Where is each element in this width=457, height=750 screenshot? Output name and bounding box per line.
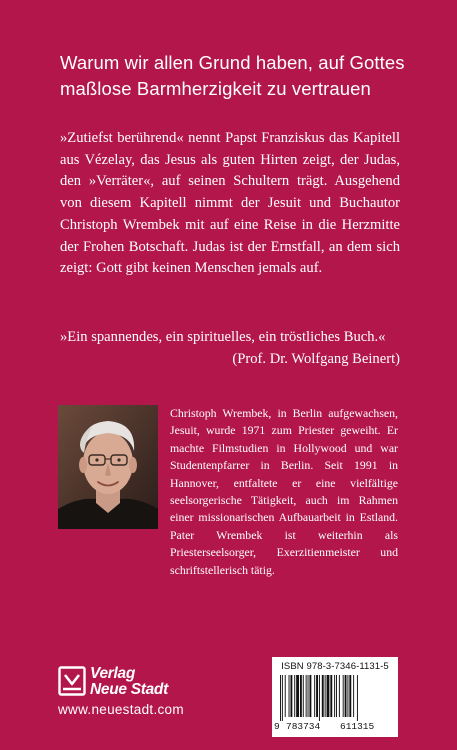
isbn-label: ISBN 978-3-7346-1131-5: [281, 661, 389, 672]
headline: [60, 50, 420, 102]
barcode-bar: [336, 675, 337, 717]
barcode-bar: [327, 675, 330, 717]
barcode-bar: [309, 675, 311, 717]
barcode-bar: [319, 675, 320, 721]
author-bio: Christoph Wrembek, in Berlin aufgewachsen, Jesuit, wurde 1971 zum Priester geweiht. Er machte Filmstudien in Hollywood und war Studentenpfarrer in Berlin. Seit 1991 in Hannover, entfaltete er eine vielfältige seelsorgerische Tätigkeit, auch im Rahmen einer missionarischen Aufbauarbeit in Estland. Pater Wrembek ist weiterhin als Priesterseelsorger, Exerzitienmeister und schriftstellerisch tätig.: [170, 406, 398, 577]
barcode-bar: [345, 675, 347, 717]
barcode-bar: [314, 675, 315, 717]
publisher-logo-line-1: Verlag: [90, 665, 136, 682]
barcode-bar: [300, 675, 302, 717]
barcode-bar: [289, 675, 290, 717]
barcode-bar: [330, 675, 332, 717]
review-quote: [60, 327, 400, 370]
headline-line-2: maßlose Barmherzigkeit zu vertrauen: [60, 78, 371, 99]
barcode-bar: [296, 675, 299, 717]
barcode-bar: [325, 675, 326, 717]
barcode-bar: [290, 675, 292, 717]
publisher-logo: [58, 666, 206, 700]
quote-source: (Prof. Dr. Wolfgang Beinert): [232, 350, 400, 367]
barcode-bar: [316, 675, 318, 717]
headline-line-1: Warum wir allen Grund haben, auf Gottes: [60, 52, 405, 73]
barcode-bar: [303, 675, 304, 717]
barcode-bar: [357, 675, 358, 721]
barcode-digits: [272, 721, 398, 735]
barcode-bar: [280, 675, 281, 721]
barcode-bar: [347, 675, 348, 717]
barcode-digit-first: 9: [274, 721, 280, 732]
barcode-digits-right: 611315: [340, 721, 375, 732]
barcode-bar: [294, 675, 295, 717]
barcode-bar: [285, 675, 286, 717]
barcode-bar: [282, 675, 283, 721]
blurb-paragraph: »Zutiefst berührend« nennt Papst Franziskus das Kapitell aus Vézelay, das Jesus als guten Hirten zeigt, der Judas, den »Verräter«, auf seinen Schultern trägt. Ausgehend von diesem Kapitell nimmt der Jesuit und Buchautor Christoph Wrembek mit auf eine Reise in die Herzmitte der Frohen Botschaft. Judas ist der Ernstfall, an dem sich zeigt: Gott gibt keinen Menschen jemals auf.: [60, 130, 400, 277]
publisher-logo-line-2: Neue Stadt: [90, 681, 168, 698]
publisher-logo-text: [90, 666, 168, 698]
barcode-bars: [278, 675, 392, 721]
barcode-bar: [306, 675, 307, 717]
barcode-bar: [343, 675, 344, 717]
isbn-barcode: [272, 657, 398, 737]
barcode-bar: [339, 675, 340, 717]
barcode-bar: [349, 675, 351, 717]
barcode-bar: [353, 675, 354, 717]
barcode-bar: [308, 675, 309, 717]
barcode-bar: [334, 675, 335, 717]
barcode-digits-left: 783734: [286, 721, 321, 732]
quote-text: »Ein spannendes, ein spirituelles, ein tröstliches Buch.«: [60, 329, 386, 345]
publisher-website: www.neuestadt.com: [58, 702, 184, 717]
barcode-bar: [322, 675, 324, 717]
author-photo: [58, 405, 158, 529]
publisher-logo-icon: [58, 666, 88, 698]
blurb-text: [60, 128, 400, 280]
